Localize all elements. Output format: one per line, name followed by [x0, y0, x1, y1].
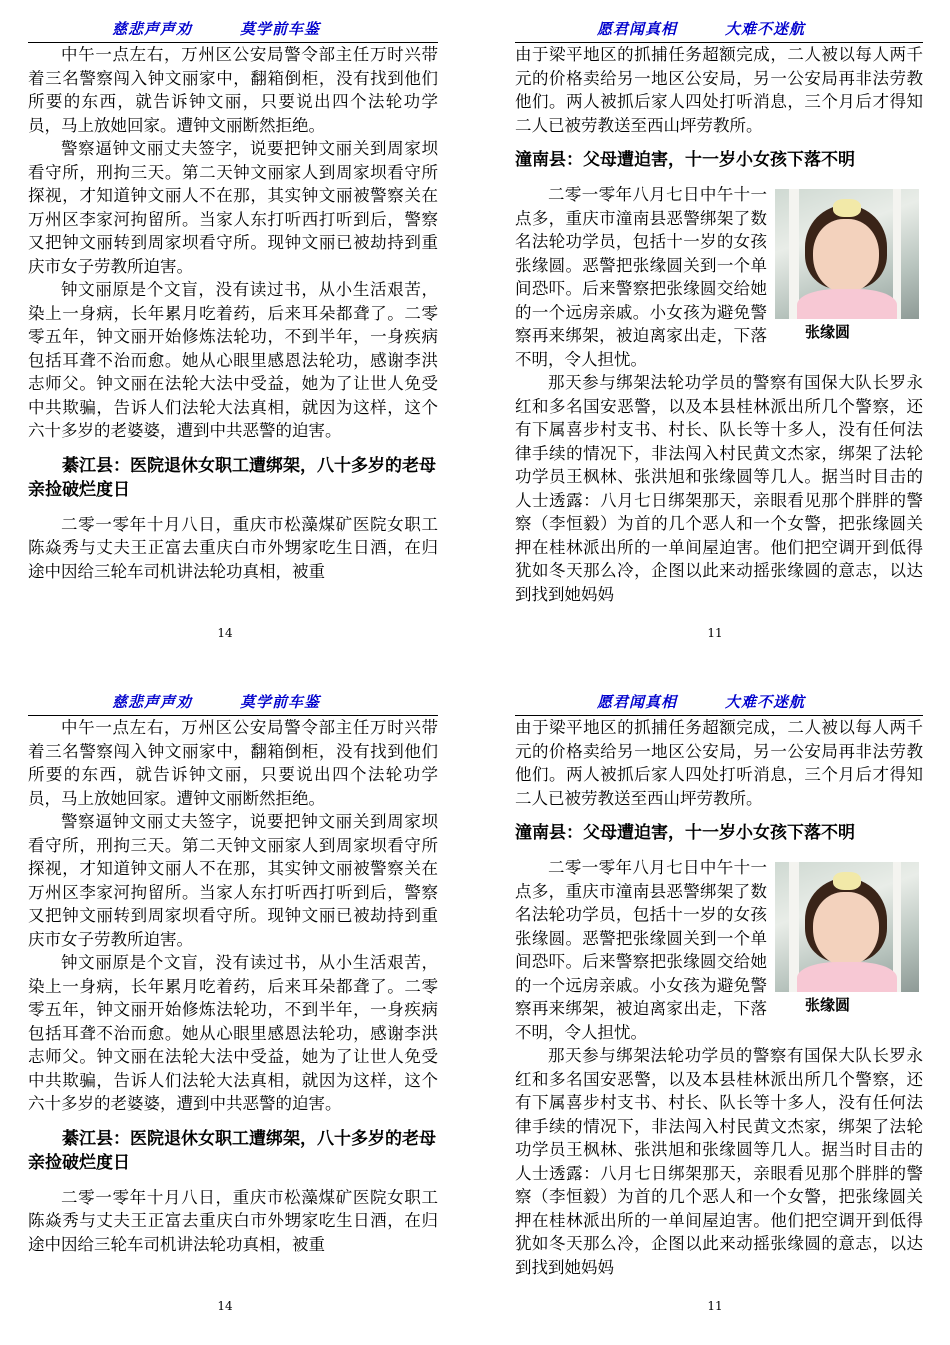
header-part-1: 慈悲声声劝: [112, 20, 193, 38]
page-number: 11: [707, 1299, 723, 1313]
sheet-top: [0, 0, 950, 672]
photo-hair-bow: [833, 872, 861, 890]
section-heading: 綦江县：医院退休女职工遭绑架，八十多岁的老母亲捡破烂度日: [28, 1128, 436, 1173]
paragraph: 中午一点左右，万州区公安局警令部主任万时兴带着三名警察闯入钟文丽家中，翻箱倒柜，没有找到他们所要的东西，就告诉钟文丽，只要说出四个法轮功学员，马上放她回家。遭钟文丽断然拒绝。: [28, 718, 438, 808]
right-page: [515, 673, 923, 1345]
photo-shirt: [797, 289, 897, 319]
birch-trunk: [789, 189, 799, 319]
running-header: [597, 18, 805, 40]
paragraph: 二零一零年十月八日，重庆市松藻煤矿医院女职工陈焱秀与丈夫王正富去重庆白市外甥家吃生日酒，在归途中因给三轮车司机讲法轮功真相，被重: [28, 1187, 438, 1254]
header-part-1: 愿君闻真相: [597, 693, 678, 711]
paragraph: 中午一点左右，万州区公安局警令部主任万时兴带着三名警察闯入钟文丽家中，翻箱倒柜，没有找到他们所要的东西，就告诉钟文丽，只要说出四个法轮功学员，马上放她回家。遭钟文丽断然拒绝。: [28, 45, 438, 135]
paragraph: 警察逼钟文丽丈夫签字，说要把钟文丽关到周家坝看守所，刑拘三天。第二天钟文丽家人到周家坝看守所探视，才知道钟文丽人不在那，其实钟文丽被警察关在万州区李家河拘留所。当家人东打听西打听到后，警察又把钟文丽转到周家坝看守所。现钟文丽已被劫持到重庆市女子劳教所迫害。: [28, 812, 438, 949]
photo-caption: 张缘圆: [805, 996, 851, 1014]
left-page: [28, 673, 438, 1345]
birch-trunk: [789, 862, 799, 992]
running-header: [597, 691, 805, 713]
paragraph: 钟文丽原是个文盲，没有读过书，从小生活艰苦，染上一身病，长年累月吃着药，后来耳朵都聋了。二零零五年，钟文丽开始修炼法轮功，不到半年，一身疾病包括耳聋不治而愈。她从心眼里感恩法轮功，感谢李洪志师父。钟文丽在法轮大法中受益，她为了让世人免受中共欺骗，告诉人们法轮大法真相，就因为这样，这个六十多岁的老婆婆，遭到中共恶警的迫害。: [28, 953, 438, 1113]
paragraph: 那天参与绑架法轮功学员的警察有国保大队长罗永红和多名国安恶警，以及本县桂林派出所几个警察，还有下属喜步村支书、村长、队长等十多人，没有任何法律手续的情况下，非法闯入村民黄文杰家，绑架了法轮功学员王枫林、张洪旭和张缘圆等几人。据当时目击的人士透露：八月七日绑架那天，亲眼看见那个胖胖的警察（李恒毅）为首的几个恶人和一个女警，把张缘圆关押在桂林派出所的一单间屋迫害。他们把空调开到低得犹如冬天那么冷，企图以此来动摇张缘圆的意志，以达到找到她妈妈: [515, 1046, 923, 1277]
page-body: [28, 716, 438, 1256]
sheet-bottom: [0, 673, 950, 1345]
page-body: [515, 716, 923, 1279]
photo-face: [813, 219, 879, 293]
paragraph: 二零一零年八月七日中午十一点多，重庆市潼南县恶警绑架了数名法轮功学员，包括十一岁的女孩张缘圆。恶警把张缘圆关到一个单间恐吓。后来警察把张缘圆交给她的一个远房亲戚。小女孩为避免警察再来绑架，被迫离家出走，下落不明，令人担忧。: [515, 185, 767, 369]
header-part-1: 愿君闻真相: [597, 20, 678, 38]
paragraph: 那天参与绑架法轮功学员的警察有国保大队长罗永红和多名国安恶警，以及本县桂林派出所几个警察，还有下属喜步村支书、村长、队长等十多人，没有任何法律手续的情况下，非法闯入村民黄文杰家，绑架了法轮功学员王枫林、张洪旭和张缘圆等几人。据当时目击的人士透露：八月七日绑架那天，亲眼看见那个胖胖的警察（李恒毅）为首的几个恶人和一个女警，把张缘圆关押在桂林派出所的一单间屋迫害。他们把空调开到低得犹如冬天那么冷，企图以此来动摇张缘圆的意志，以达到找到她妈妈: [515, 373, 923, 604]
page-body: [515, 43, 923, 606]
header-part-2: 大难不迷航: [725, 693, 806, 711]
photo-caption: 张缘圆: [805, 323, 851, 341]
photo-figure: [775, 189, 923, 345]
header-part-1: 慈悲声声劝: [112, 693, 193, 711]
section-heading: 潼南县：父母遭迫害，十一岁小女孩下落不明: [515, 823, 855, 843]
right-page: [515, 0, 923, 672]
page-body: [28, 43, 438, 583]
girl-photo: [775, 862, 919, 992]
photo-shirt: [797, 962, 897, 992]
header-part-2: 莫学前车鉴: [240, 20, 321, 38]
paragraph: 二零一零年八月七日中午十一点多，重庆市潼南县恶警绑架了数名法轮功学员，包括十一岁的女孩张缘圆。恶警把张缘圆关到一个单间恐吓。后来警察把张缘圆交给她的一个远房亲戚。小女孩为避免警察再来绑架，被迫离家出走，下落不明，令人担忧。: [515, 858, 767, 1042]
section-heading: 潼南县：父母遭迫害，十一岁小女孩下落不明: [515, 150, 855, 170]
paragraph: 钟文丽原是个文盲，没有读过书，从小生活艰苦，染上一身病，长年累月吃着药，后来耳朵都聋了。二零零五年，钟文丽开始修炼法轮功，不到半年，一身疾病包括耳聋不治而愈。她从心眼里感恩法轮功，感谢李洪志师父。钟文丽在法轮大法中受益，她为了让世人免受中共欺骗，告诉人们法轮大法真相，就因为这样，这个六十多岁的老婆婆，遭到中共恶警的迫害。: [28, 280, 438, 440]
paragraph: 警察逼钟文丽丈夫签字，说要把钟文丽关到周家坝看守所，刑拘三天。第二天钟文丽家人到周家坝看守所探视，才知道钟文丽人不在那，其实钟文丽被警察关在万州区李家河拘留所。当家人东打听西打听到后，警察又把钟文丽转到周家坝看守所。现钟文丽已被劫持到重庆市女子劳教所迫害。: [28, 139, 438, 276]
photo-face: [813, 892, 879, 966]
girl-photo: [775, 189, 919, 319]
left-page: [28, 0, 438, 672]
header-part-2: 莫学前车鉴: [240, 693, 321, 711]
header-part-2: 大难不迷航: [725, 20, 806, 38]
page-number: 11: [707, 626, 723, 640]
photo-hair-bow: [833, 199, 861, 217]
section-heading: 綦江县：医院退休女职工遭绑架，八十多岁的老母亲捡破烂度日: [28, 455, 436, 500]
photo-figure: [775, 862, 923, 1018]
paragraph: 由于梁平地区的抓捕任务超额完成，二人被以每人两千元的价格卖给另一地区公安局，另一公安局再非法劳教他们。两人被抓后家人四处打听消息，三个月后才得知二人已被劳教送至西山坪劳教所。: [515, 718, 923, 808]
paragraph: 由于梁平地区的抓捕任务超额完成，二人被以每人两千元的价格卖给另一地区公安局，另一公安局再非法劳教他们。两人被抓后家人四处打听消息，三个月后才得知二人已被劳教送至西山坪劳教所。: [515, 45, 923, 135]
page-number: 14: [217, 626, 233, 640]
running-header: [112, 691, 320, 713]
paragraph: 二零一零年十月八日，重庆市松藻煤矿医院女职工陈焱秀与丈夫王正富去重庆白市外甥家吃生日酒，在归途中因给三轮车司机讲法轮功真相，被重: [28, 514, 438, 581]
running-header: [112, 18, 320, 40]
page-number: 14: [217, 1299, 233, 1313]
